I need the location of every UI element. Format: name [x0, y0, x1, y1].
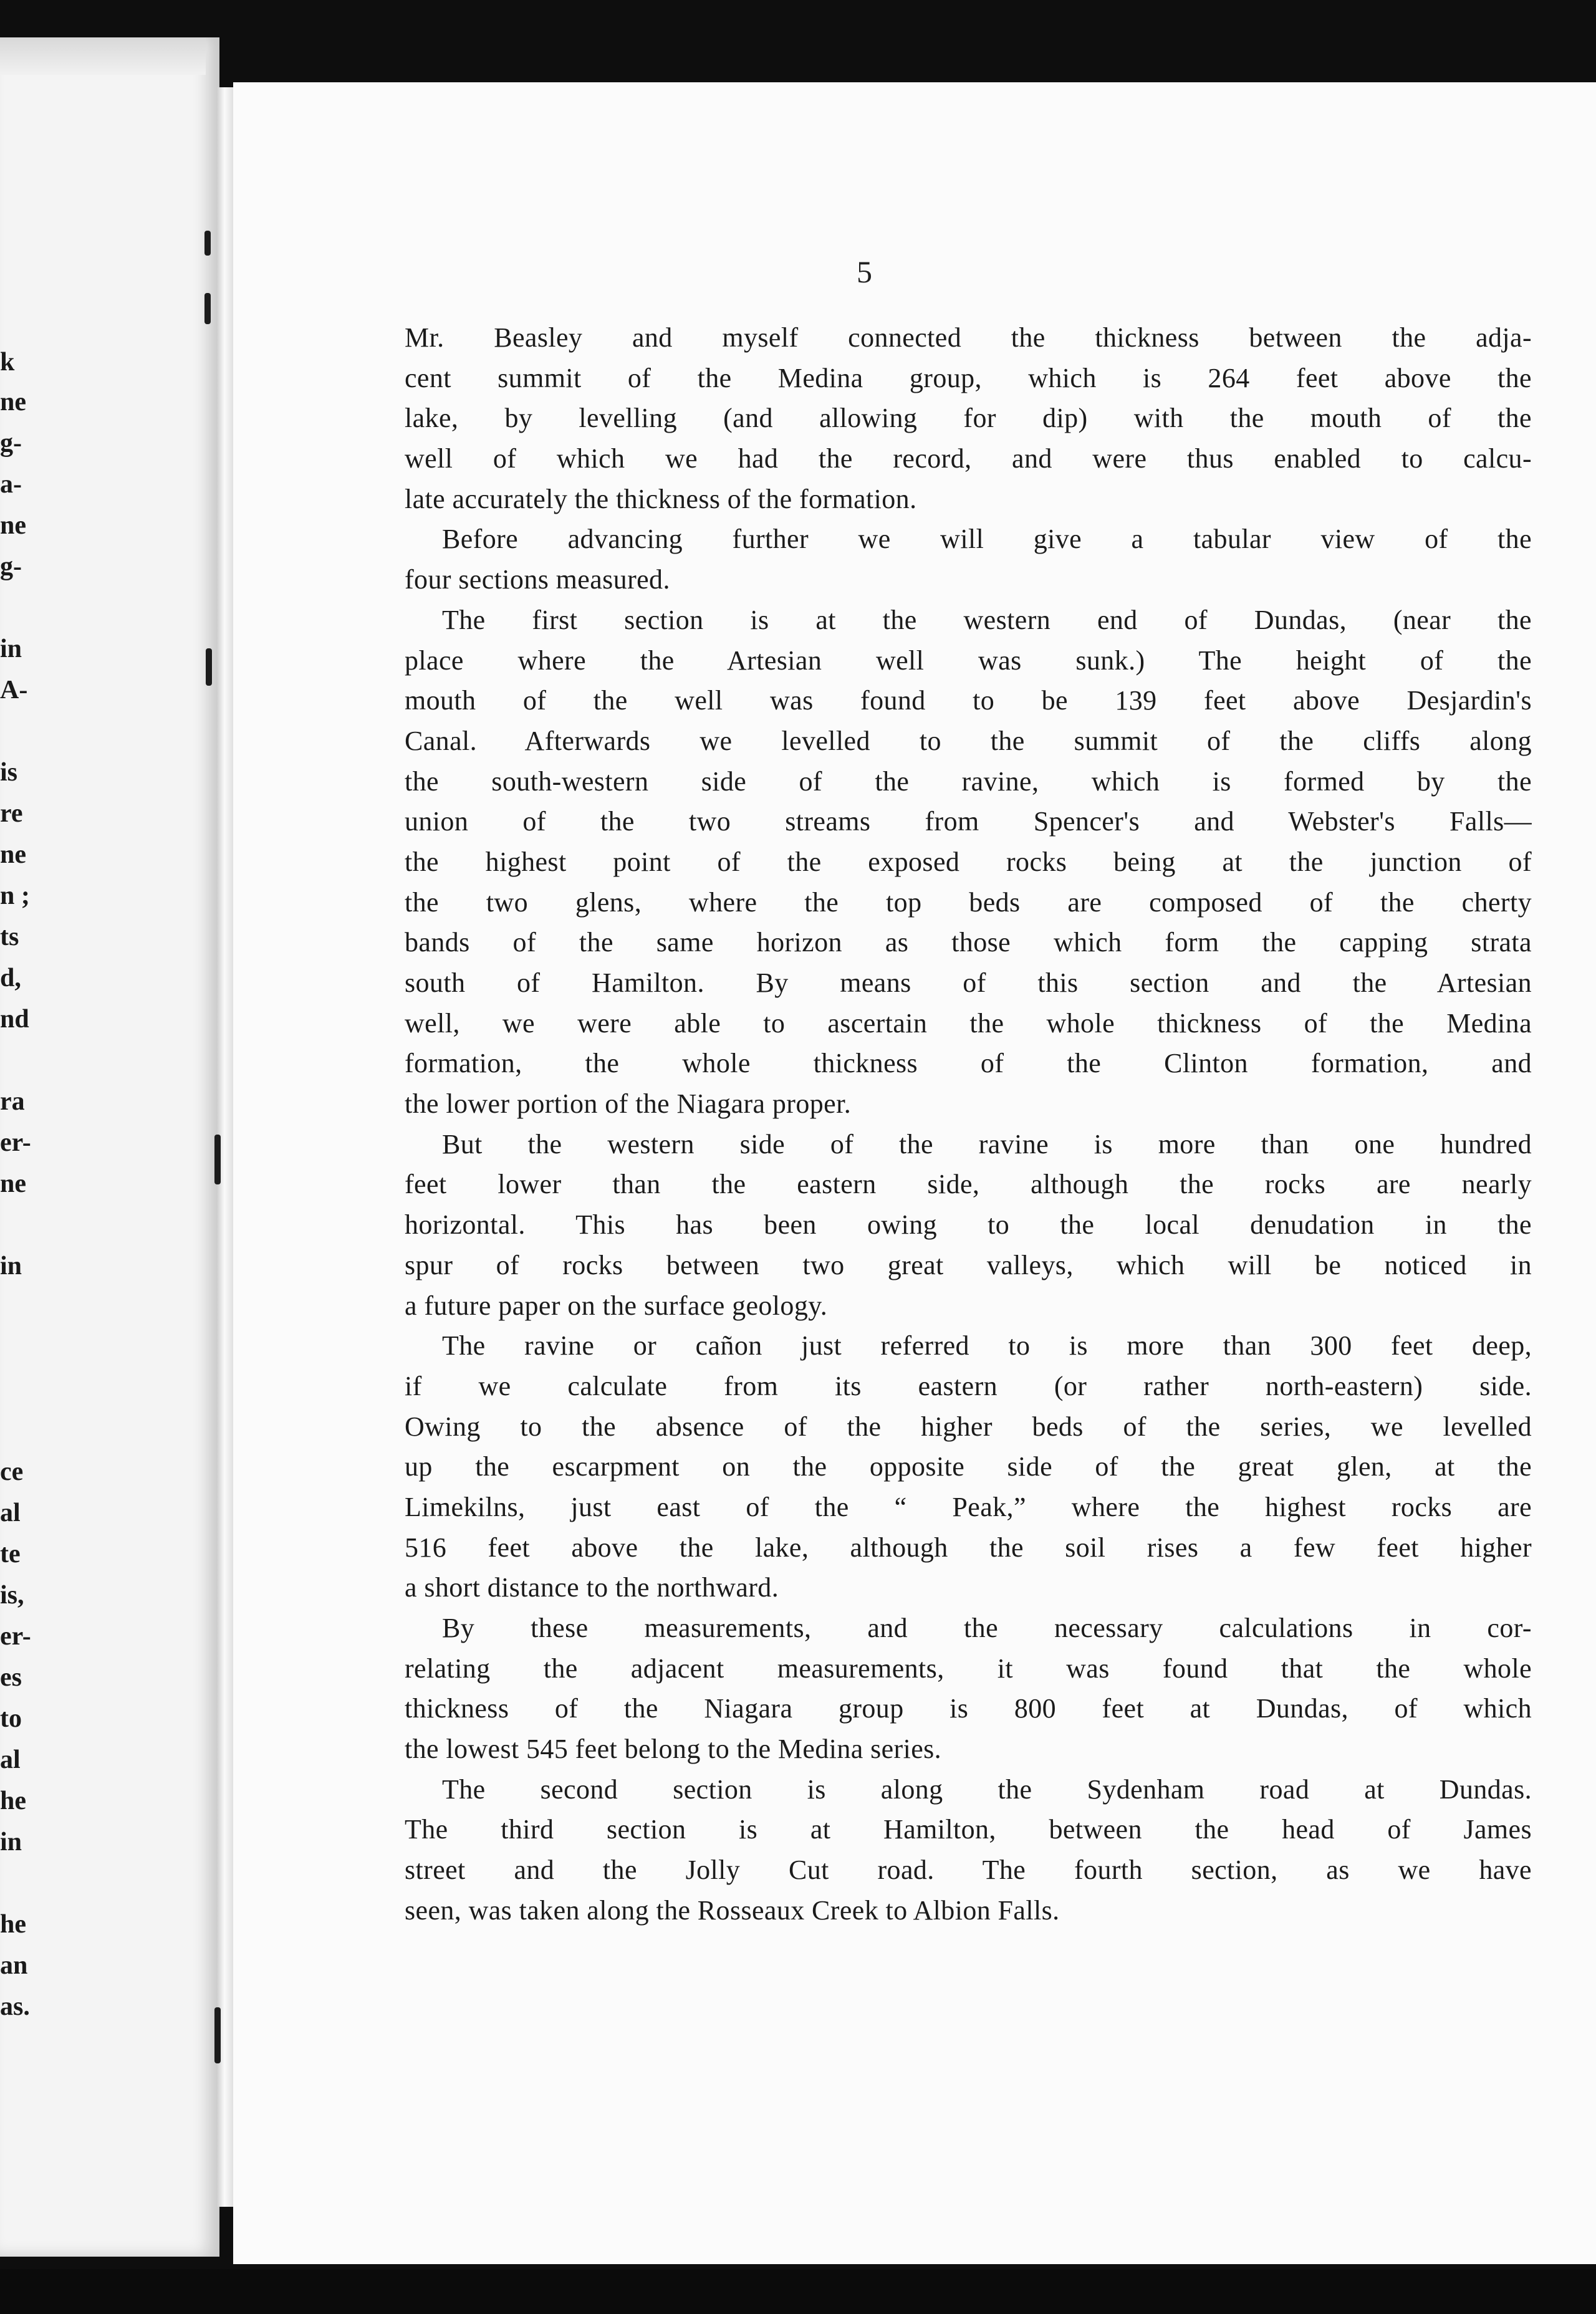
binding-mark — [214, 2007, 221, 2063]
text-line: feet lower than the eastern side, although the rocks are nearly — [405, 1169, 1532, 1200]
text-line: union of the two streams from Spencer's and Webster's Falls— — [405, 806, 1532, 837]
left-page-fragment: he — [0, 1787, 26, 1815]
text-line: Limekilns, just east of the “ Peak,” where the highest rocks are — [405, 1491, 1532, 1522]
text-line: the south-western side of the ravine, which is formed by the — [405, 766, 1532, 797]
left-page-fragment: in — [0, 635, 22, 663]
text-line: the lowest 545 feet belong to the Medina series. — [405, 1734, 942, 1765]
left-page-fragment: an — [0, 1951, 28, 1980]
text-line: the two glens, where the top beds are composed of the cherty — [405, 886, 1532, 918]
text-line: south of Hamilton. By means of this section and the Artesian — [405, 967, 1532, 998]
text-line: well, we were able to ascertain the whole thickness of the Medina — [405, 1007, 1532, 1039]
left-page-fragment: to — [0, 1704, 22, 1733]
left-page-fragment: d, — [0, 964, 21, 992]
text-line: The ravine or cañon just referred to is more than 300 feet deep, — [442, 1330, 1532, 1361]
text-line: lake, by levelling (and allowing for dip) with the mouth of the — [405, 403, 1532, 434]
page-number: 5 — [857, 254, 872, 289]
text-line: a future paper on the surface geology. — [405, 1290, 828, 1321]
left-page-fragment: nd — [0, 1005, 29, 1034]
left-page-fragment: er- — [0, 1128, 31, 1157]
text-line: thickness of the Niagara group is 800 feet at Dundas, of which — [405, 1693, 1532, 1724]
text-line: cent summit of the Medina group, which is 264 feet above the — [405, 362, 1532, 393]
left-page-fragment: al — [0, 1745, 21, 1774]
left-page-fragment: as. — [0, 1992, 30, 2021]
left-page-fragment: a- — [0, 470, 22, 499]
left-page-fragment: ce — [0, 1457, 24, 1486]
text-line: By these measurements, and the necessary calculations in cor- — [442, 1613, 1532, 1643]
binding-mark — [206, 648, 212, 686]
text-line: if we calculate from its eastern (or rather north-eastern) side. — [405, 1370, 1532, 1401]
text-line: well of which we had the record, and were thus enabled to calcu- — [405, 443, 1532, 474]
body-text — [405, 318, 1532, 1931]
text-line: formation, the whole thickness of the Clinton formation, and — [405, 1048, 1532, 1079]
text-line: a short distance to the northward. — [405, 1572, 779, 1603]
left-page-fragment: es — [0, 1663, 22, 1692]
text-line: horizontal. This has been owing to the local denudation in the — [405, 1209, 1532, 1241]
left-page-fragment: is, — [0, 1581, 24, 1610]
binding-mark — [204, 231, 211, 256]
text-line: street and the Jolly Cut road. The fourth section, as we have — [405, 1855, 1532, 1886]
left-page-fragment: ne — [0, 388, 26, 416]
text-line: the lower portion of the Niagara proper. — [405, 1088, 852, 1120]
left-page-fragment: re — [0, 799, 23, 828]
text-line: place where the Artesian well was sunk.) The height of the — [405, 645, 1532, 676]
text-line: seen, was taken along the Rosseaux Creek to Albion Falls. — [405, 1894, 1060, 1926]
left-page-fragment: ne — [0, 840, 26, 869]
text-line: four sections measured. — [405, 564, 670, 595]
text-line: up the escarpment on the opposite side of the great glen, at the — [405, 1451, 1532, 1482]
text-line: bands of the same horizon as those which form the capping strata — [405, 927, 1532, 958]
text-line: the highest point of the exposed rocks being at the junction of — [405, 846, 1532, 877]
scan-bottom-edge — [0, 2269, 1596, 2314]
left-page-fragment: g- — [0, 429, 22, 458]
text-line: Mr. Beasley and myself connected the thickness between the adja- — [405, 322, 1532, 353]
binding-mark — [204, 293, 211, 324]
text-line: The first section is at the western end of Dundas, (near the — [442, 604, 1532, 635]
text-line: spur of rocks between two great valleys, which will be noticed in — [405, 1249, 1532, 1280]
text-line: The third section is at Hamilton, between the head of James — [405, 1814, 1532, 1845]
binding-mark — [214, 1135, 221, 1184]
left-facing-page — [0, 37, 219, 2257]
left-page-fragment: ra — [0, 1087, 25, 1116]
text-line: Owing to the absence of the higher beds of the series, we levelled — [405, 1411, 1532, 1442]
text-line: Canal. Afterwards we levelled to the summit of the cliffs along — [405, 725, 1532, 756]
left-page-fragment: in — [0, 1828, 22, 1856]
right-page — [233, 82, 1596, 2264]
text-line: Before advancing further we will give a tabular view of the — [442, 524, 1532, 555]
left-page-fragment: ts — [0, 923, 19, 951]
left-page-fragment: in — [0, 1252, 22, 1280]
left-page-fragment: ne — [0, 1169, 26, 1198]
left-page-fragment: ne — [0, 511, 26, 540]
left-page-fragment: is — [0, 758, 18, 787]
text-line: 516 feet above the lake, although the soil rises a few feet higher — [405, 1532, 1532, 1563]
left-page-top-edge — [0, 37, 206, 75]
text-line: The second section is along the Sydenham road at Dundas. — [442, 1774, 1532, 1805]
left-page-fragment: n ; — [0, 881, 30, 910]
text-line: mouth of the well was found to be 139 feet above Desjardin's — [405, 685, 1532, 716]
left-page-fragment: he — [0, 1910, 26, 1939]
left-page-fragment: k — [0, 348, 15, 377]
left-page-fragment: al — [0, 1499, 21, 1527]
left-page-fragment: g- — [0, 552, 22, 581]
text-line: But the western side of the ravine is more than one hundred — [442, 1128, 1532, 1159]
left-page-fragment: er- — [0, 1622, 31, 1651]
text-line: relating the adjacent measurements, it was found that the whole — [405, 1653, 1532, 1684]
left-page-fragment: A- — [0, 676, 28, 704]
text-line: late accurately the thickness of the formation. — [405, 483, 917, 514]
left-page-fragment: te — [0, 1540, 21, 1568]
